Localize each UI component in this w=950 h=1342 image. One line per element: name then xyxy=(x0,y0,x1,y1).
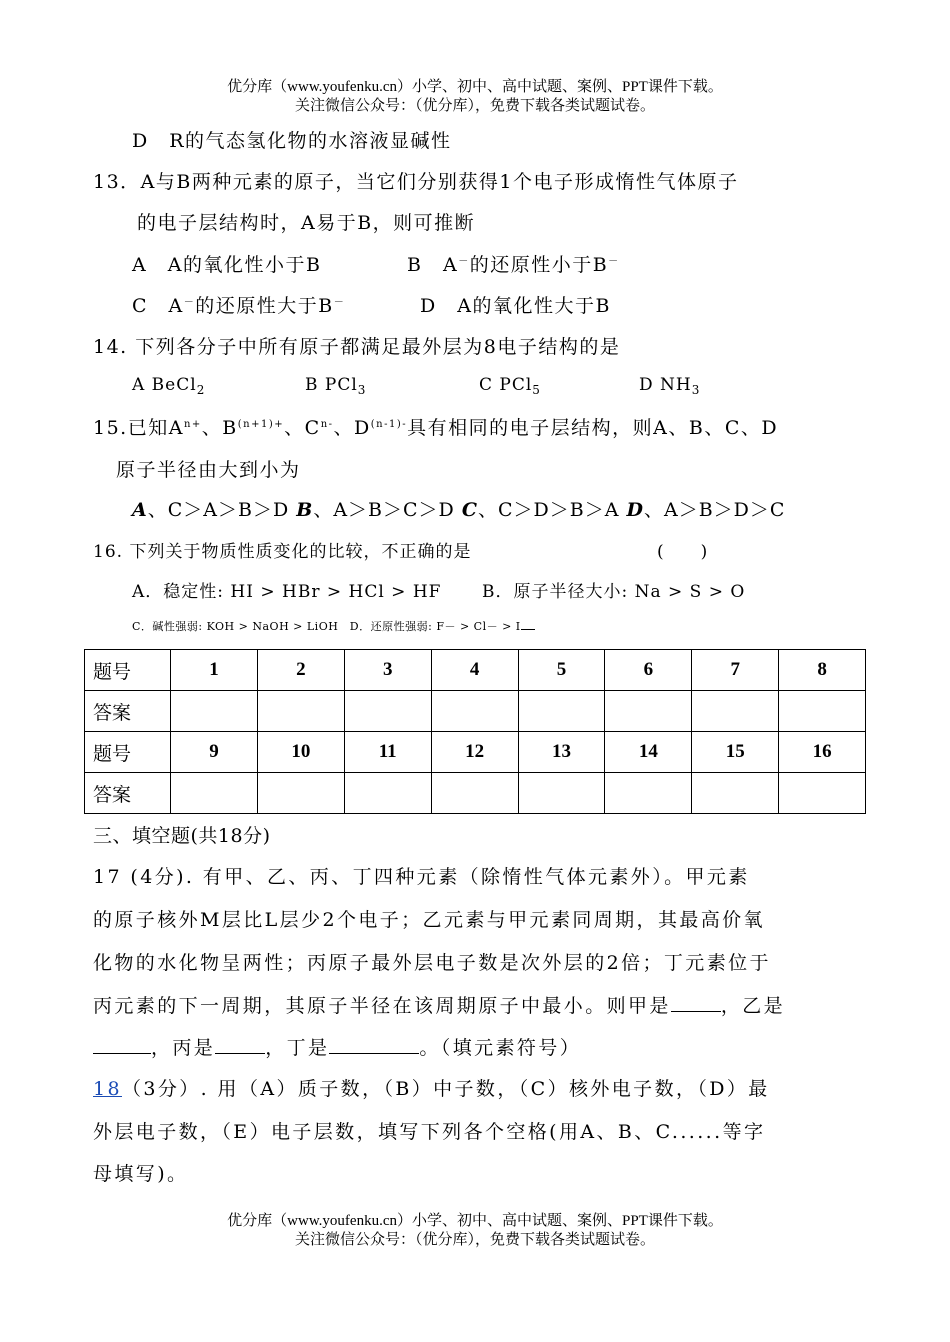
answer-cell[interactable] xyxy=(257,691,344,732)
q16-option-a: A．稳定性: HI > HBr > HCl > HF xyxy=(132,582,442,602)
q14-option-b: B PCl$_3$ xyxy=(305,375,367,397)
question-number-cell: 4 xyxy=(431,650,518,691)
row-label-number: 题号 xyxy=(85,650,171,691)
question-number-cell: 6 xyxy=(605,650,692,691)
header-line-2: 关注微信公众号：（优分库），免费下载各类试题试卷。 xyxy=(294,98,655,114)
answer-cell[interactable] xyxy=(431,691,518,732)
table-row xyxy=(85,691,866,732)
row-label-number: 题号 xyxy=(85,732,171,773)
footer-line-2: 关注微信公众号：（优分库），免费下载各类试题试卷。 xyxy=(294,1232,655,1248)
question-number-cell: 14 xyxy=(605,732,692,773)
q14-option-c: C PCl$_5$ xyxy=(479,375,541,397)
answer-cell[interactable] xyxy=(605,691,692,732)
question-number-cell: 7 xyxy=(692,650,779,691)
q18-line-2: 外层电子数，（E）电子层数，填写下列各个空格(用A、B、C......等字 xyxy=(93,1121,766,1143)
q13-stem-1: 13．A与B两种元素的原子，当它们分别获得1个电子形成惰性气体原子 xyxy=(93,171,739,193)
q13-option-c: C A－的还原性大于B－ xyxy=(132,295,346,317)
q17-line-2: 的原子核外M层比L层少2个电子；乙元素与甲元素同周期，其最高价氧 xyxy=(93,909,765,931)
question-number-cell: 15 xyxy=(692,732,779,773)
q17-line-4: 丙元素的下一周期，其原子半径在该周期原子中最小。则甲是 ，乙是 xyxy=(93,995,786,1017)
answer-cell[interactable] xyxy=(518,773,605,814)
question-number-cell: 2 xyxy=(257,650,344,691)
blank-ding[interactable] xyxy=(329,1039,419,1054)
answer-cell[interactable] xyxy=(171,773,258,814)
q14-stem: 14. 下列各分子中所有原子都满足最外层为8电子结构的是 xyxy=(93,336,621,358)
answer-cell[interactable] xyxy=(692,773,779,814)
question-number-cell: 3 xyxy=(344,650,431,691)
q18-line-3: 母填写)。 xyxy=(93,1163,189,1185)
q16-option-b: B．原子半径大小: Na > S > O xyxy=(482,582,746,602)
row-label-answer: 答案 xyxy=(85,773,171,814)
answer-cell[interactable] xyxy=(779,691,866,732)
header-line-1: 优分库（www.youfenku.cn）小学、初中、高中试题、案例、PPT课件下载。 xyxy=(227,79,723,95)
q13-option-a: A A的氧化性小于B xyxy=(132,254,322,276)
question-number-cell: 13 xyxy=(518,732,605,773)
answer-cell[interactable] xyxy=(692,691,779,732)
section-title: 三、填空题(共18分) xyxy=(93,825,271,847)
table-row xyxy=(85,650,866,691)
question-number-cell: 16 xyxy=(779,732,866,773)
answer-cell[interactable] xyxy=(779,773,866,814)
q17-line-3: 化物的水化物呈两性；丙原子最外层电子数是次外层的2倍；丁元素位于 xyxy=(93,952,771,974)
answer-table xyxy=(84,649,866,814)
question-number-cell: 11 xyxy=(344,732,431,773)
table-row xyxy=(85,732,866,773)
q17-line-1: 17 (4分). 有甲、乙、丙、丁四种元素（除惰性气体元素外）。甲元素 xyxy=(93,866,750,888)
question-number-cell: 10 xyxy=(257,732,344,773)
question-number-cell: 5 xyxy=(518,650,605,691)
blank-yi[interactable] xyxy=(93,1039,151,1054)
answer-cell[interactable] xyxy=(257,773,344,814)
answer-cell[interactable] xyxy=(344,773,431,814)
q16-stem: 16. 下列关于物质性质变化的比较，不正确的是 xyxy=(93,542,472,562)
q15-stem-1: 15.已知$A^{n+}$、$B^{(n+1)+}$、$C^{n-}$、$D^{(n-1)-}$具有相同的电子层结构，则A、B、C、D xyxy=(93,417,779,439)
q14-option-d: D $NH_3$ xyxy=(639,375,701,397)
q17-line-5: ，丙是 ，丁是 。（填元素符号） xyxy=(93,1033,581,1060)
q16-blank[interactable] xyxy=(521,615,535,630)
q13-option-b: B A－的还原性小于B－ xyxy=(407,254,620,276)
answer-cell[interactable] xyxy=(518,691,605,732)
question-number-cell: 12 xyxy=(431,732,518,773)
q18-number-link[interactable]: 18 xyxy=(93,1078,122,1100)
q13-option-d: D A的氧化性大于B xyxy=(420,295,611,317)
question-number-cell: 1 xyxy=(171,650,258,691)
question-number-cell: 8 xyxy=(779,650,866,691)
answer-cell[interactable] xyxy=(431,773,518,814)
footer-line-1: 优分库（www.youfenku.cn）小学、初中、高中试题、案例、PPT课件下载。 xyxy=(227,1213,723,1229)
answer-cell[interactable] xyxy=(605,773,692,814)
q16-answer-paren: ( ) xyxy=(657,542,709,562)
question-number-cell: 9 xyxy=(171,732,258,773)
q18-line-1: 18（3分）. 用（A）质子数，（B）中子数，（C）核外电子数，（D）最 xyxy=(93,1078,770,1100)
q12-option-d: D R的气态氢化物的水溶液显碱性 xyxy=(132,130,452,152)
blank-bing[interactable] xyxy=(215,1039,265,1054)
q13-stem-2: 的电子层结构时，A易于B，则可推断 xyxy=(137,212,476,234)
q14-option-a: A BeCl$_2$ xyxy=(132,375,206,397)
q15-options: A、C＞A＞B＞D B、A＞B＞C＞D C、C＞D＞B＞A D、A＞B＞D＞C xyxy=(132,499,786,521)
answer-cell[interactable] xyxy=(344,691,431,732)
q15-stem-2: 原子半径由大到小为 xyxy=(116,459,301,481)
table-row xyxy=(85,773,866,814)
answer-cell[interactable] xyxy=(171,691,258,732)
blank-jia[interactable] xyxy=(671,997,721,1012)
row-label-answer: 答案 xyxy=(85,691,171,732)
q16-options-cd: C．碱性强弱: KOH > NaOH > LiOH D．还原性强弱: F－ > Cl－ > I xyxy=(132,615,535,634)
